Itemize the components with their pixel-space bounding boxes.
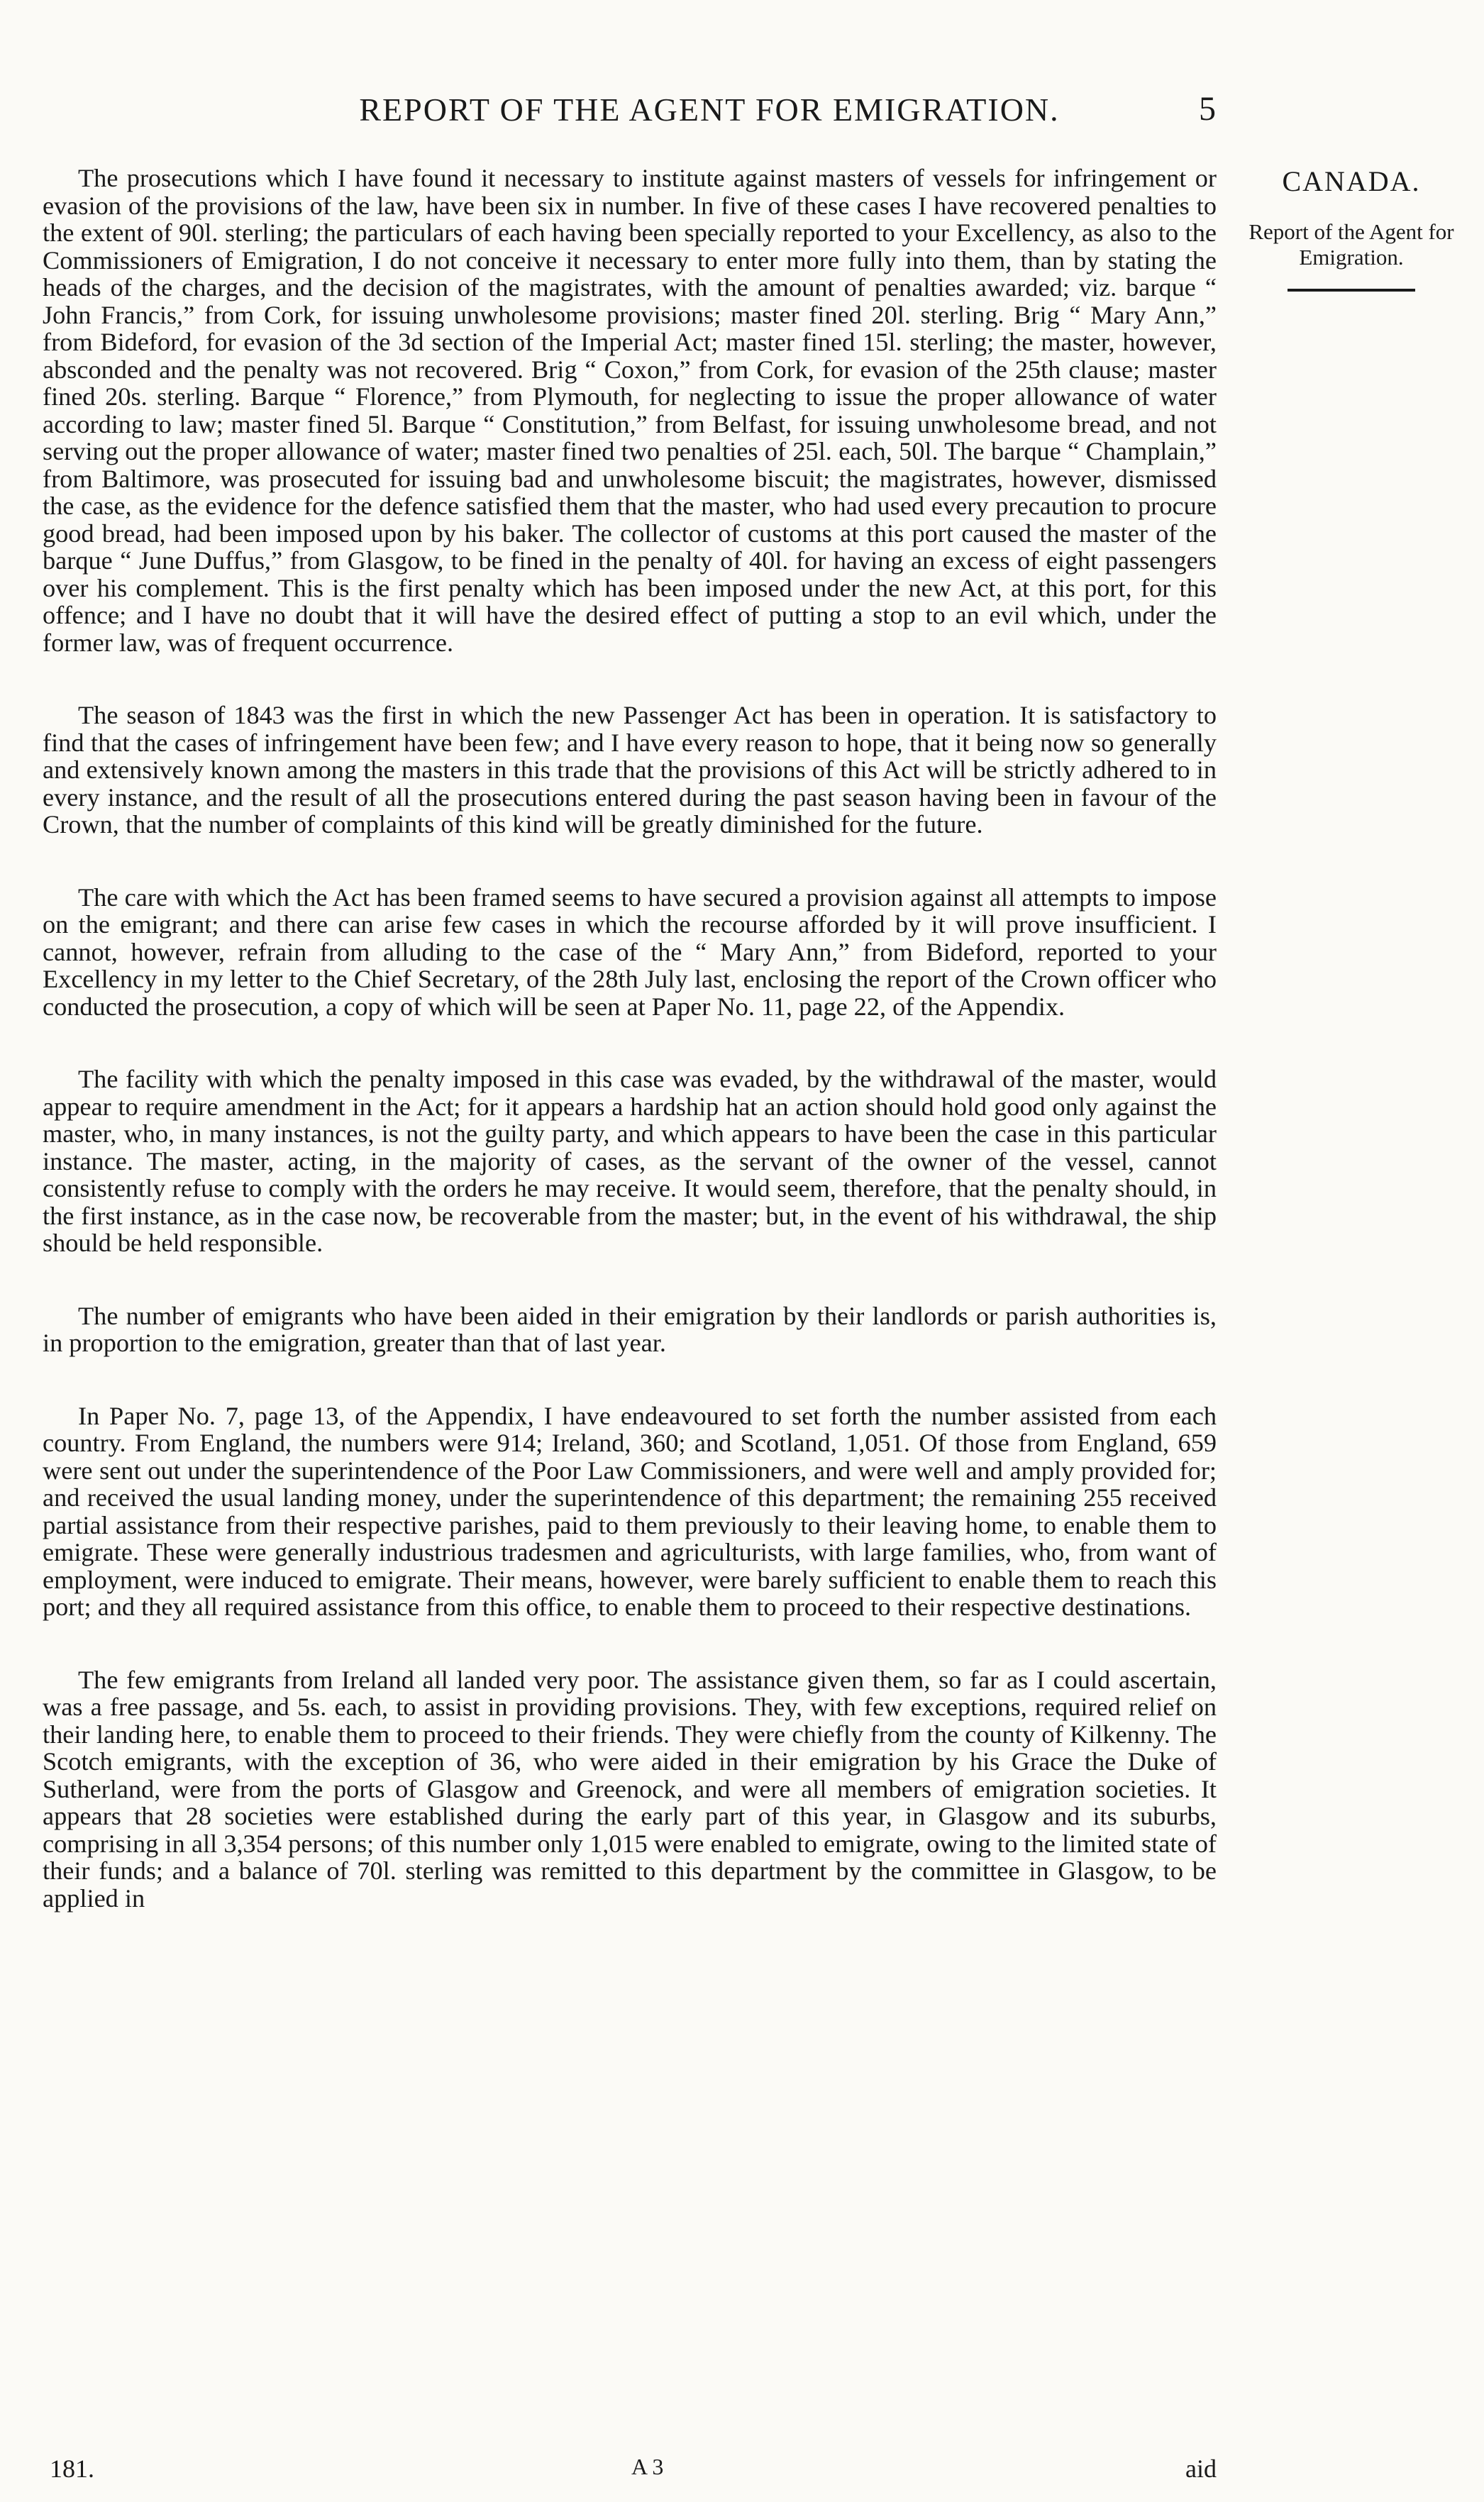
running-head: REPORT OF THE AGENT FOR EMIGRATION.: [359, 92, 1060, 128]
paragraph-penalty-evaded: The facility with which the penalty imposed in this case was evaded, by the withdrawal of the master, would appear to require amendment in the Act; for it appears a hardship hat an action should hold good only against the master, who, in many instances, is not the guilty party, and which appears to have been the case in this particular instance. The master, acting, in the majority of cases, as the servant of the owner of the vessel, cannot consistently refuse to comply with the orders he may receive. It would seem, therefore, that the penalty should, in the first instance, as in the case now, be recoverable from the master; but, in the event of his withdrawal, the ship should be held responsible.: [43, 1065, 1217, 1257]
page-footer: [43, 2454, 1217, 2489]
paragraph-ireland-emigrants: The few emigrants from Ireland all landed very poor. The assistance given them, so far as I could ascertain, was a free passage, and 5s. each, to assist in providing provisions. They, with few exceptions, required relief on their landing here, to enable them to proceed to their friends. They were chiefly from the county of Kilkenny. The Scotch emigrants, with the exception of 36, who were aided in their emigration by his Grace the Duke of Sutherland, were from the ports of Glasgow and Greenock, and were all members of emigration societies. It appears that 28 societies were established during the early part of this year, in Glasgow and its suburbs, comprising in all 3,354 persons; of this number only 1,015 were enabled to emigrate, owing to the limited state of their funds; and a balance of 70l. sterling was remitted to this department by the committee in Glasgow, to be applied in: [43, 1665, 1217, 1913]
footer-sheet-number: 181.: [50, 2454, 94, 2483]
footer-signature-mark: A 3: [631, 2454, 664, 2479]
paragraph-care-with-act: The care with which the Act has been framed seems to have secured a provision against all attempts to impose on the emigrant; and there can arise few cases in which the recourse afforded by it will prove insufficient. I cannot, however, refrain from alluding to the case of the “ Mary Ann,” from Bideford, reported to your Excellency in my letter to the Chief Secretary, of the 28th July last, enclosing the report of the Crown officer who conducted the prosecution, a copy of which will be seen at Paper No. 11, page 22, of the Appendix.: [43, 882, 1217, 1021]
paragraph-aided-emigrants: The number of emigrants who have been aided in their emigration by their landlords or parish authorities is, in proportion to the emigration, greater than that of last year.: [43, 1301, 1217, 1357]
margin-note-rule: [1288, 289, 1415, 292]
paragraph-prosecutions: The prosecutions which I have found it necessary to institute against masters of vessels for infringement or evasion of the provisions of the law, have been six in number. In five of these cases I have recovered penalties to the extent of 90l. sterling; the particulars of each having been specially reported to your Excellency, as also to the Commissioners of Emigration, I do not conceive it necessary to enter more fully into them, than by stating the heads of the charges, and the decision of the magistrates, with the amount of penalties awarded; viz. barque “ John Francis,” from Cork, for issuing unwholesome provisions; master fined 20l. sterling. Brig “ Mary Ann,” from Bideford, for evasion of the 3d section of the Imperial Act; master fined 15l. sterling; the master, however, absconded and the penalty was not recovered. Brig “ Coxon,” from Cork, for evasion of the 25th clause; master fined 20s. sterling. Barque “ Florence,” from Plymouth, for neglecting to issue the proper allowance of water according to law; master fined 5l. Barque “ Constitution,” from Belfast, for issuing unwholesome bread, and not serving out the proper allowance of water; master fined two penalties of 25l. each, 50l. The barque “ Champlain,” from Baltimore, was prosecuted for issuing bad and unwholesome biscuit; the magistrates, however, dismissed the case, as the evidence for the defence satisfied them that the master, who had used every precaution to procure good bread, had been imposed upon by his baker. The collector of customs at this port caused the master of the barque “ June Duffus,” from Glasgow, to be fined in the penalty of 40l. for having an excess of eight passengers over his complement. This is the first penalty which has been imposed under the new Act, at this port, for this offence; and I have no doubt that it will have the desired effect of putting a stop to an evil which, under the former law, was of frequent occurrence.: [43, 164, 1217, 657]
footer-catchword: aid: [1185, 2454, 1217, 2483]
page-number: 5: [1199, 90, 1216, 128]
paragraph-season-1843: The season of 1843 was the first in which the new Passenger Act has been in operation. It is satisfactory to find that the cases of infringement have been few; and I have every reason to hope, that it being now so generally and extensively known among the masters in this trade that the provisions of this Act will be strictly adhered to in every instance, and the result of all the prosecutions entered during the past season having been in favour of the Crown, that the number of complaints of this kind will be greatly diminished for the future.: [43, 701, 1217, 838]
margin-note: [1241, 165, 1461, 292]
margin-note-subject: Report of the Agent for Emigration.: [1248, 219, 1454, 270]
body-text: [43, 165, 1217, 1957]
margin-note-region: CANADA.: [1282, 165, 1421, 197]
paragraph-paper-no-7: In Paper No. 7, page 13, of the Appendix, I have endeavoured to set forth the number assisted from each country. From England, the numbers were 914; Ireland, 360; and Scotland, 1,051. Of those from England, 659 were sent out under the superintendence of the Poor Law Commissioners, and were well and amply provided for; and received the usual landing money, under the superintendence of this department; the remaining 255 received partial assistance from their respective parishes, paid to them previously to their leaving home, to enable them to emigrate. These were generally industrious tradesmen and agriculturists, with large families, who, from want of employment, were induced to emigrate. Their means, however, were barely sufficient to enable them to reach this port; and they all required assistance from this office, to enable them to proceed to their respective destinations.: [43, 1401, 1217, 1621]
